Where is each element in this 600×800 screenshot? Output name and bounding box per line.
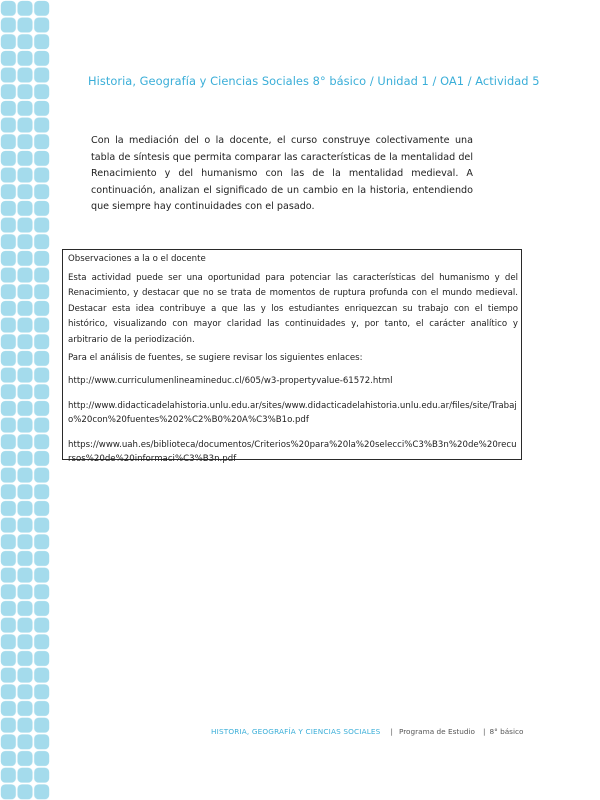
tile-pattern [0, 0, 50, 800]
observations-body: Esta actividad puede ser una oportunidad para potenciar las características del humanismo y del Renacimiento, y destacar que no se trata de momentos de ruptura profunda con el mundo medieval. Destacar esta idea contribuye a que las y los estudiantes enriquezcan su trabajo con el tiempo histórico, visualizando con mayor claridad las continuidades y, por tanto, el carácter analítico y arbitrario de la periodización. [68, 273, 518, 345]
footer-separator-2: | [482, 727, 486, 736]
source-link-2[interactable]: http://www.didacticadelahistoria.unlu.edu.ar/sites/www.didacticadelahistoria.unlu.edu.ar/files/site/Trabajo%20con%20fuentes%202%C2%B0%20A%C3%B1o.pdf [68, 400, 517, 426]
footer-grade: 8° básico [489, 727, 524, 736]
source-link-1[interactable]: http://www.curriculumenlineamineduc.cl/605/w3-propertyvalue-61572.html [68, 376, 393, 387]
footer-subject: HISTORIA, GEOGRAFÍA Y CIENCIAS SOCIALES [211, 727, 381, 736]
footer-separator-1: | [390, 727, 393, 736]
footer-program: Programa de Estudio [398, 727, 475, 736]
teacher-observations-box [62, 249, 522, 465]
observations-title: Observaciones a la o el docente [68, 254, 206, 264]
page-breadcrumb: Historia, Geografía y Ciencias Sociales 8° básico / Unidad 1 / OA1 / Actividad 5 [88, 74, 540, 88]
sources-intro: Para el análisis de fuentes, se sugiere revisar los siguientes enlaces: [68, 353, 363, 364]
source-link-3[interactable]: https://www.uah.es/biblioteca/documentos/Criterios%20para%20la%20selecci%C3%B3n%20de%20recursos%20de%20informaci%C3%B3n.pdf [68, 439, 517, 465]
decorative-side-strip [0, 0, 50, 800]
page-footer [211, 727, 523, 736]
activity-description: Con la mediación del o la docente, el curso construye colectivamente una tabla de síntesis que permita comparar las características de la mentalidad del Renacimiento y del humanismo con las de la mentalidad medieval. A continuación, analizan el significado de un cambio en la historia, entendiendo que siempre hay continuidades con el pasado. [91, 135, 473, 213]
